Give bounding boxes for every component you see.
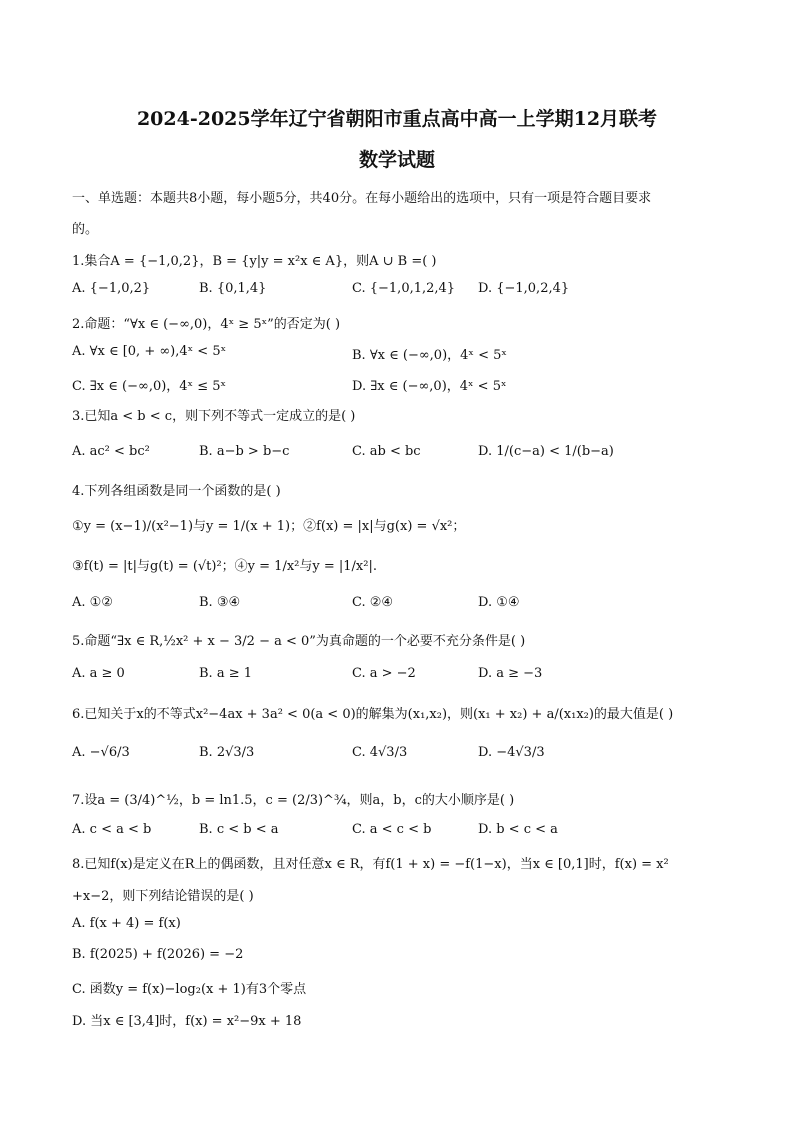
question-4-group-1: ①y = (x−1)/(x²−1)与y = 1/(x + 1)；②f(x) = |x|与g(x) = √x²；	[72, 519, 466, 534]
question-8-stem: 8.已知f(x)是定义在R上的偶函数，且对任意x ∈ R，有f(1 + x) = −f(1−x)，当x ∈ [0,1]时，f(x) = x²	[72, 857, 669, 872]
q8-option-d: D. 当x ∈ [3,4]时，f(x) = x²−9x + 18	[72, 1014, 302, 1029]
q8-option-c: C. 函数y = f(x)−log₂(x + 1)有3个零点	[72, 982, 307, 997]
q5-option-a: A. a ≥ 0	[72, 666, 125, 681]
q3-option-a: A. ac² < bc²	[72, 444, 150, 459]
q5-option-d: D. a ≥ −3	[478, 666, 543, 681]
exam-subtitle: 数学试题	[358, 149, 435, 171]
question-3-stem: 3.已知a < b < c，则下列不等式一定成立的是( )	[72, 409, 356, 424]
q4-option-b: B. ③④	[199, 595, 241, 610]
q6-option-a: A. −√6/3	[72, 745, 130, 760]
question-1-stem: 1.集合A = {−1,0,2}，B = {y|y = x²x ∈ A}，则A ∪ B =( )	[72, 254, 437, 269]
section-instructions: 一、单选题：本题共8小题，每小题5分，共40分。在每小题给出的选项中，只有一项是符合题目要求	[72, 191, 652, 206]
q1-option-b: B. {0,1,4}	[199, 281, 267, 296]
q1-option-c: C. {−1,0,1,2,4}	[352, 281, 456, 296]
section-instructions-cont: 的。	[72, 222, 99, 237]
q4-option-d: D. ①④	[478, 595, 520, 610]
q7-option-a: A. c < a < b	[72, 822, 152, 837]
question-2-stem: 2.命题：“∀x ∈ (−∞,0)，4ˣ ≥ 5ˣ”的否定为( )	[72, 317, 341, 332]
question-7-stem: 7.设a = (3/4)^½，b = ln1.5，c = (2/3)^¾，则a，b，c的大小顺序是( )	[72, 793, 515, 808]
q2-option-b: B. ∀x ∈ (−∞,0)，4ˣ < 5ˣ	[352, 348, 507, 363]
question-8-stem-cont: +x−2，则下列结论错误的是( )	[72, 889, 254, 904]
q4-option-a: A. ①②	[72, 595, 113, 610]
q5-option-b: B. a ≥ 1	[199, 666, 252, 681]
q2-option-c: C. ∃x ∈ (−∞,0)，4ˣ ≤ 5ˣ	[72, 379, 227, 394]
q4-option-c: C. ②④	[352, 595, 394, 610]
q5-option-c: C. a > −2	[352, 666, 416, 681]
exam-title: 2024-2025学年辽宁省朝阳市重点高中高一上学期12月联考	[136, 108, 658, 130]
q3-option-d: D. 1/(c−a) < 1/(b−a)	[478, 444, 614, 459]
q8-option-b: B. f(2025) + f(2026) = −2	[72, 947, 244, 962]
question-6-stem: 6.已知关于x的不等式x²−4ax + 3a² < 0(a < 0)的解集为(x₁,x₂)，则(x₁ + x₂) + a/(x₁x₂)的最大值是( )	[72, 707, 674, 722]
q1-option-d: D. {−1,0,2,4}	[478, 281, 570, 296]
q8-option-a: A. f(x + 4) = f(x)	[72, 916, 181, 931]
q7-option-b: B. c < b < a	[199, 822, 279, 837]
q6-option-b: B. 2√3/3	[199, 745, 255, 760]
q1-option-a: A. {−1,0,2}	[72, 281, 151, 296]
question-4-stem: 4.下列各组函数是同一个函数的是( )	[72, 484, 281, 499]
question-4-group-2: ③f(t) = |t|与g(t) = (√t)²；④y = 1/x²与y = |1/x²|.	[72, 559, 377, 574]
q2-option-a: A. ∀x ∈ [0, + ∞),4ˣ < 5ˣ	[72, 344, 227, 359]
q7-option-c: C. a < c < b	[352, 822, 432, 837]
q2-option-d: D. ∃x ∈ (−∞,0)，4ˣ < 5ˣ	[352, 379, 507, 394]
q3-option-c: C. ab < bc	[352, 444, 421, 459]
q6-option-d: D. −4√3/3	[478, 745, 545, 760]
question-5-stem: 5.命题“∃x ∈ R,½x² + x − 3/2 − a < 0”为真命题的一个必要不充分条件是( )	[72, 634, 526, 649]
q3-option-b: B. a−b > b−c	[199, 444, 290, 459]
q7-option-d: D. b < c < a	[478, 822, 558, 837]
q6-option-c: C. 4√3/3	[352, 745, 408, 760]
